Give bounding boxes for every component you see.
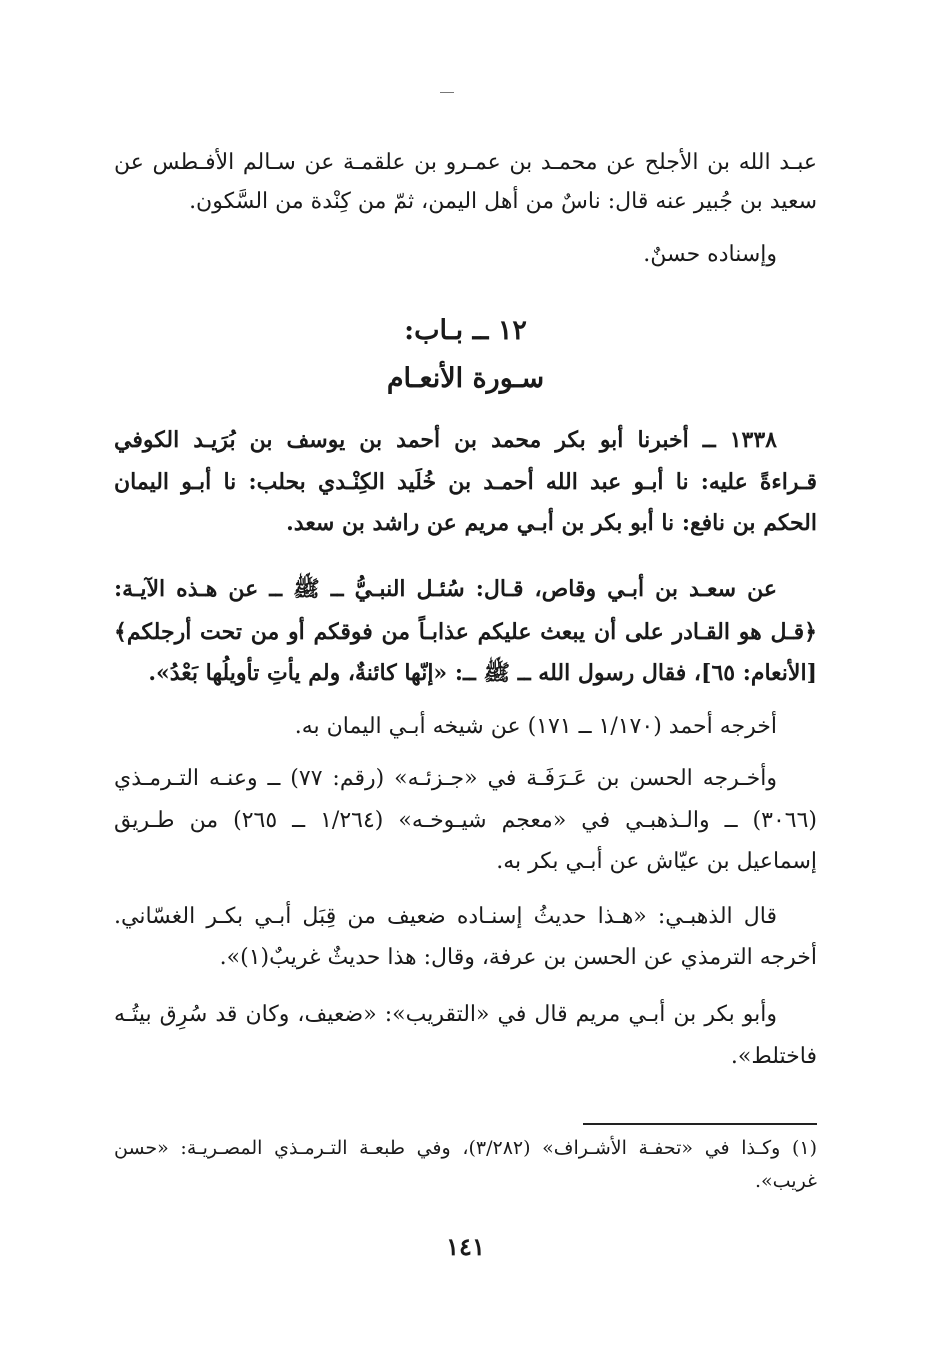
chapter-title: سـورة الأنعـام (386, 363, 545, 394)
footnote-line-2: غريب». (754, 1170, 817, 1192)
intro-line-1: عبـد الله بن الأجلح عن محمـد بن عمـرو بن علقمـة عن سـالم الأفـطس عن (114, 150, 817, 175)
hadith-isnad-line-1: ١٣٣٨ ــ أخبرنا أبو بكر محمد بن أحمد بن يوسف بن بُرَيـد الكوفي (114, 427, 777, 453)
commentary-p1-line-1: أخرجه أحمد (١/١٧٠ ــ ١٧١) عن شيخه أبـي اليمان به. (294, 714, 777, 739)
top-mark (440, 92, 454, 93)
hadith-matn-line-2: ﴿قـل هو القـادر على أن يبعث عليكم عذابـاً من فوقكم أو من تحت أرجلكم﴾ (114, 619, 817, 645)
commentary-p2-line-3: إسماعيل بن عيّاش عن أبـي بكر به. (496, 849, 817, 874)
intro-line-2: سعيد بن جُبير عنه قال: ناسٌ من أهل اليمن، ثمّ من كِنْدة من السَّكون. (189, 189, 817, 214)
intro-line-3: وإسناده حسنٌ. (643, 242, 777, 267)
commentary-p4-line-2: فاختلط». (730, 1044, 817, 1069)
footnote-line-1: (١) وكـذا في «تحفـة الأشـراف» (٣/٢٨٢)، وفي طبعـة التـرمـذي المصـريـة: «حسن (114, 1137, 817, 1159)
chapter-heading: ١٢ ــ بـاب: (404, 315, 527, 346)
hadith-matn-line-1: عن سعـد بن أبـي وقاص، قـال: سُئـل النبـيُّ ــ ﷺ ــ عن هـذه الآيـة: (114, 576, 777, 602)
hadith-isnad-line-3: الحكم بن نافع: نا أبو بكر بن أبـي مريم عن راشد بن سعد. (286, 510, 817, 536)
footnote-separator (583, 1123, 817, 1125)
hadith-isnad-line-2: قـراءةً عليه: نا أبـو عبد الله أحمـد بن خُلَيد الكِنْـدي بحلب: نا أبـو اليمان (114, 469, 817, 495)
page-number: ١٤١ (446, 1232, 485, 1261)
commentary-p4-line-1: وأبو بكر بن أبـي مريم قال في «التقريب»: «ضعيف، وكان قد سُرِق بيتُـه (114, 1002, 777, 1027)
commentary-p2-line-1: وأخـرجه الحسن بن عَـرَفَـة في «جـزئـه» (رقم: ٧٧) ــ وعنـه التـرمـذي (114, 766, 778, 791)
commentary-p2-line-2: (٣٠٦٦) ــ والـذهبـي في «معجم شيـوخـه» (١/٢٦٤ ــ ٢٦٥) من طـريق (114, 808, 817, 833)
hadith-matn-line-3: [الأنعام: ٦٥]، فقال رسول الله ــ ﷺ ــ: «إنّها كائنةٌ، ولم يأتِ تأويلُها بَعْدُ». (148, 660, 817, 686)
commentary-p3-line-1: قال الذهبـي: «هـذا حديثُ إسنـاده ضعيف من قِبَل أبـي بكـر الغسّاني. (114, 904, 777, 929)
commentary-p3-line-2: أخرجه الترمذي عن الحسن بن عرفة، وقال: هذا حديثٌ غريبٌ(١)». (219, 945, 817, 970)
